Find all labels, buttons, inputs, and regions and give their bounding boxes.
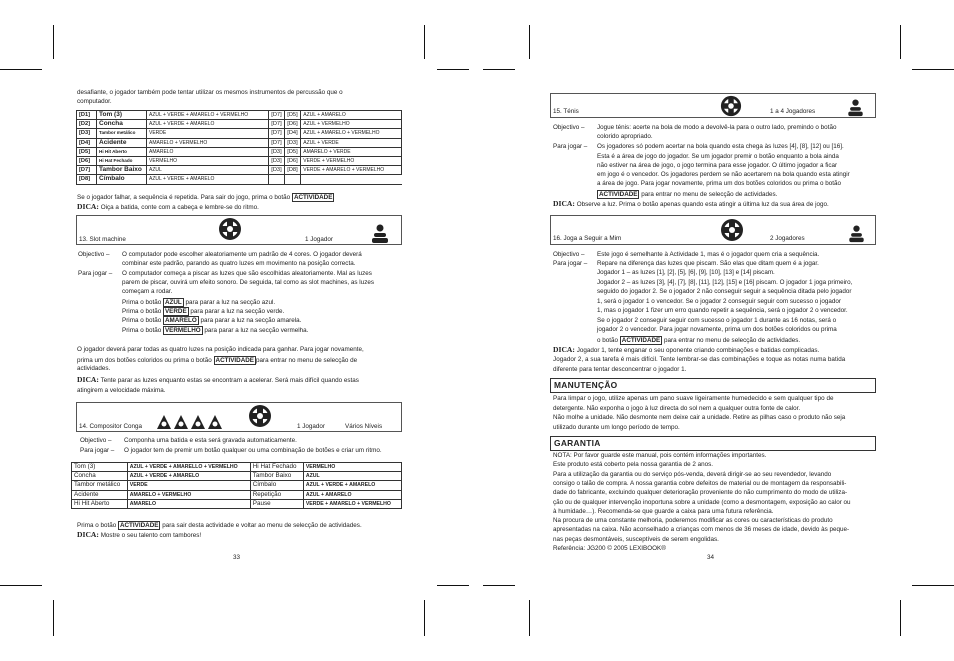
maintenance-text: Para limpar o jogo, utilize apenas um pano suave ligeiramente humedecido e sem qualquer tipo de	[553, 395, 834, 402]
objective-label: Objectivo –	[553, 124, 585, 131]
table-cell: AMARELO	[147, 147, 269, 156]
howto-text: 1, mas o jogador 1 fizer um erro quando repetir a sequência, será o jogador 2 o vencedor.	[597, 307, 848, 314]
table-cell: AZUL + VERDE + AMARELO	[147, 175, 269, 184]
howto-text: seguido do jogador 2. Se o jogador 2 não conseguir seguir a sequência ditada pelo jogador	[597, 288, 852, 295]
warranty-heading: GARANTIA	[550, 436, 876, 451]
table-cell: [D5]	[77, 147, 97, 156]
actividade-button-label: ACTIVIDADE	[599, 191, 638, 198]
howto-text: Jogador 2 – as luzes [3], [4], [7], [8], [11], [12], [15] e [16] piscam. O jogador 1 joga primeiro,	[597, 279, 853, 286]
warranty-line: NOTA: Por favor guarde este manual, pois contém informações importantes.	[553, 452, 767, 459]
table-cell: Concha	[97, 120, 147, 129]
dica-line: DICA: Jogador 1, tente enganar o seu oponente criando combinações e batidas complicadas.	[553, 345, 820, 354]
objective-text: colorido apropriado.	[597, 133, 653, 140]
dica-text: Jogador 2, a sua tarefa é mais difícil. Tente lembrar-se das combinações e toque as notas numa batida	[553, 356, 846, 363]
table-cell: Repetição	[250, 490, 303, 499]
player-count: 2 Jogadores	[770, 235, 805, 242]
table-cell: [D3]	[269, 147, 285, 156]
table-cell: [D5]	[285, 111, 301, 120]
table-cell: [D8]	[77, 175, 97, 184]
howto-text: Esta é a área de jogo do jogador. Se um jogador premir o botão enquanto a bola ainda	[597, 153, 839, 160]
table-cell: [D3]	[269, 166, 285, 175]
table-cell: [D4]	[77, 138, 97, 147]
table-cell: [D3]	[77, 129, 97, 138]
player-count: 1 Jogador	[297, 423, 326, 430]
table-cell: Tambor Baixo	[250, 472, 303, 481]
howto-text: Repare na diferença das luzes que piscam. São elas que ditam quem é a jogar.	[597, 260, 819, 267]
warranty-line: Referência: JG200 © 2005 LEXIBOOK®	[553, 545, 666, 552]
dica-line: DICA: Tente parar as luzes enquanto estas se encontram a acelerar. Será mais difícil quando estas	[77, 375, 359, 384]
game-title: 13. Slot machine	[79, 236, 126, 243]
game-title: 16. Joga a Seguir a Mim	[553, 235, 622, 242]
player-count: 1 a 4 Jogadores	[770, 108, 816, 115]
table-cell: AMARELO + VERMELHO	[147, 138, 269, 147]
table-cell: AZUL + AMARELO	[301, 111, 402, 120]
table-cell: AZUL + VERDE	[301, 138, 402, 147]
table-cell: VERDE	[127, 481, 250, 490]
warranty-line: ção ou de qualquer intervenção inoportuna sobre a unidade (como a desmontagem, exposição ao calor ou	[553, 498, 851, 506]
warranty-line: Para a utilização da garantia ou do serviço pós-venda, deverá dirigir-se ao seu revendedor, levando	[553, 470, 832, 478]
objective-text: Componha uma batida e esta será gravada automaticamente.	[124, 437, 297, 444]
howto-text: jogador 2 o vencedor. Para jogar novamente, prima um dos botões coloridos ou prima	[597, 326, 837, 333]
maintenance-text: Não molhe a unidade. Não desmonte nem deixe cair a unidade. Retire as pilhas caso o produto não seja	[553, 414, 846, 421]
howto-text: Se o jogador 2 conseguir seguir com sucesso o jogador 1 durante as 16 notas, será o	[597, 317, 837, 324]
table-cell: Hi Hit Aberto	[97, 147, 147, 156]
table-cell: Tambor Baixo	[97, 166, 147, 175]
table-cell: AZUL + AMARELO + VERMELHO	[301, 129, 402, 138]
table-cell: AZUL + VERMELHO	[301, 120, 402, 129]
press-line: Prima o botão VERDE para parar a luz na secção verde.	[122, 308, 285, 315]
table-cell: Acidente	[97, 138, 147, 147]
howto-label: Para jogar –	[78, 270, 113, 277]
objective-label: Objectivo –	[553, 251, 585, 258]
table-cell: [D2]	[77, 120, 97, 129]
single-player-icon	[849, 225, 864, 243]
table-cell: AMARELO	[127, 499, 250, 508]
warranty-line: Este produto está coberto pela nossa garantia de 2 anos.	[553, 461, 713, 469]
game-title: 14. Compositor Conga	[79, 423, 143, 430]
player-count: 1 Jogador	[305, 236, 334, 243]
table-cell: AZUL + VERDE + AMARELO	[303, 481, 401, 490]
table-cell: Címbalo	[250, 481, 303, 490]
table-cell: AZUL + VERDE + AMARELO	[127, 472, 250, 481]
table-cell: AZUL + VERDE + AMARELO	[147, 120, 269, 129]
table-cell: VERMELHO	[303, 463, 401, 472]
table-cell: [D5]	[285, 147, 301, 156]
table-cell: [D7]	[269, 129, 285, 138]
table-cell: AZUL + VERDE + AMARELLO + VERMELHO	[127, 463, 250, 472]
howto-label: Para jogar –	[553, 260, 588, 267]
howto-text: 1, será o jogador 1 o vencedor. Se o jogador 2 conseguir seguir com sucesso o jogador	[597, 298, 841, 305]
table-cell: [D7]	[269, 120, 285, 129]
page-number: 33	[233, 554, 241, 561]
howto-text: O computador começa a piscar as luzes que são escolhidas aleatoriamente. Mal as luzes	[122, 270, 372, 277]
table-cell: [D6]	[285, 157, 301, 166]
table-cell: VERDE	[147, 129, 269, 138]
table-cell: Tambor metálico	[72, 481, 128, 490]
warranty-line: apresentadas na caixa. Não aconselhado a crianças com menos de 36 meses de idade, devido às peque-	[553, 526, 850, 534]
objective-label: Objectivo –	[78, 251, 110, 258]
dica-line: DICA: Observe a luz. Prima o botão apenas quando esta atingir a última luz da sua área de jogo.	[553, 199, 829, 208]
table-cell: Hi Hit Aberto	[72, 499, 128, 508]
fail-text: Se o jogador falhar, a sequência é repetida. Para sair do jogo, prima o botão ACTIVIDADE	[77, 194, 333, 201]
exit-text: Prima o botão ACTIVIDADE para sair desta actividade e voltar ao menu de selecção de actividades.	[77, 522, 362, 529]
dica-line: DICA: Oiça a batida, conte com a cabeça e lembre-se do ritmo.	[77, 202, 259, 211]
win-text: O jogador deverá parar todas as quatro luzes na posição indicada para ganhar. Para jogar novamente,	[77, 346, 364, 353]
actividade-button-label: ACTIVIDADE	[119, 522, 159, 529]
actividade-button-label: ACTIVIDADE	[215, 357, 254, 364]
game-16-header	[550, 215, 876, 245]
warranty-line: nas peças desmontáveis, susceptíveis de serem engolidas.	[553, 535, 719, 543]
table-cell: VERDE + AMARELO + VERMELHO	[303, 499, 401, 508]
howto-text: não estiver na área de jogo, o jogo termina para esse jogador. O último jogador a ficar	[597, 162, 838, 169]
table-cell: AZUL	[147, 166, 269, 175]
win-text: actividades.	[77, 365, 111, 372]
table-cell: AMARELO + VERMELHO	[127, 490, 250, 499]
table-cell: [D6]	[285, 120, 301, 129]
objective-text: Este jogo é semelhante à Actividade 1, mas é o jogador quem cria a sequência.	[597, 251, 820, 258]
maintenance-text: detergente. Não exponha o jogo à luz directa do sol nem a qualquer outra fonte de calor.	[553, 405, 801, 412]
table-cell: AZUL + AMARELO	[303, 490, 401, 499]
intro-line: computador.	[77, 98, 112, 105]
dica-text: diferente para tentar desconcentrar o jogador 1.	[553, 366, 687, 373]
objective-text: Jogue ténis: acerte na bola de modo a devolvê-la para o outro lado, premindo o botão	[597, 124, 837, 131]
dica-text: atingirem a velocidade máxima.	[77, 387, 166, 394]
table-cell: Tom (3)	[72, 463, 128, 472]
table-cell: [D7]	[77, 166, 97, 175]
howto-text: parem de piscar, ouvirá um efeito sonoro. De seguida, tal como as slot machines, as luzes	[122, 279, 375, 286]
table-cell: AZUL + VERDE + AMARELO + VERMELHO	[147, 111, 269, 120]
azul-button-label: AZUL	[164, 299, 182, 306]
howto-text: O jogador tem de premir um botão qualquer ou uma combinação de botões e criar um ritmo.	[124, 447, 382, 454]
howto-text: começam a rodar.	[122, 288, 173, 295]
warranty-line: Na procura de uma constante melhoria, poderemos modificar as cores ou características do produto	[553, 517, 833, 525]
press-line: Prima o botão AMARELO para parar a luz na secção amarela.	[122, 317, 302, 324]
win-text: prima um dos botões coloridos ou prima o botão ACTIVIDADE para entrar no menu de selecção de	[77, 357, 358, 364]
table-cell: Tom (3)	[97, 111, 147, 120]
table-cell: Acidente	[72, 490, 128, 499]
warranty-line: consigo o talão de compra. A nossa garantia cobre defeitos de material ou de montagem da responsabili-	[553, 479, 847, 487]
table-cell: [D1]	[77, 111, 97, 120]
maintenance-text: utilizado durante um longo período de tempo.	[553, 424, 680, 431]
actividade-button-label: ACTIVIDADE	[621, 337, 661, 344]
warranty-line: à humidade…). Recomenda-se que guarde a caixa para uma futura referência.	[553, 507, 774, 515]
howto-text: a área de jogo. Para jogar novamente, prima um dos botões coloridos ou prima o botão	[597, 180, 841, 187]
table-cell: VERMELHO	[147, 157, 269, 166]
actividade-button-label: ACTIVIDADE	[293, 194, 333, 201]
press-line: Prima o botão AZUL para parar a luz na secção azul.	[122, 299, 276, 306]
objective-text: combinar este padrão, parando as quatro luzes em movimento na posição correcta.	[122, 260, 356, 267]
table-cell: [D6]	[77, 157, 97, 166]
table-cell: Hi Hat Fechado	[97, 157, 147, 166]
press-line: Prima o botão VERMELHO para parar a luz na secção vermelha.	[122, 327, 309, 334]
game-title: 15. Ténis	[553, 108, 579, 115]
vermelho-button-label: VERMELHO	[164, 327, 201, 334]
howto-text: ACTIVIDADE para entrar no menu de selecção de actividades.	[599, 191, 778, 198]
single-player-icon	[848, 99, 863, 117]
table-cell: Pause	[250, 499, 303, 508]
page-number: 34	[707, 554, 715, 561]
howto-text: em jogo é o vencedor. Os jogadores perdem se não acertarem na bola quando esta atingir	[597, 171, 850, 178]
table-cell: VERDE + AMARELO + VERMELHO	[301, 166, 402, 175]
game-15-header	[550, 93, 876, 118]
level-count: Vários Níveis	[345, 423, 383, 430]
table-cell: Tambor metálico	[97, 129, 147, 138]
table-cell: [D7]	[269, 111, 285, 120]
table-cell: [D3]	[269, 157, 285, 166]
verde-button-label: VERDE	[164, 308, 187, 315]
howto-text: o botão ACTIVIDADE para entrar no menu de selecção de actividades.	[597, 337, 801, 344]
intro-line: desafiante, o jogador também pode tentar utilizar os mesmos instrumentos de percussão que o	[77, 89, 343, 96]
table-cell: AMARELO + VERDE	[301, 147, 402, 156]
gamepad-icon	[720, 218, 744, 242]
howto-text: Jogador 1 – as luzes [1], [2], [5], [6], [9], [10], [13] e [14] piscam.	[597, 269, 775, 276]
objective-label: Objectivo –	[80, 437, 112, 444]
table-cell: [D4]	[285, 129, 301, 138]
table-cell: Hi Hat Fechado	[250, 463, 303, 472]
table-cell: Címbalo	[97, 175, 147, 184]
dica-line: DICA: Mostre o seu talento com tambores!	[77, 530, 202, 539]
gamepad-icon	[720, 95, 742, 117]
table-cell: AZUL	[303, 472, 401, 481]
warranty-line: dade do fabricante, excluindo qualquer deterioração proveniente do não cumprimento do modo de utiliza-	[553, 489, 848, 497]
howto-text: Os jogadores só podem acertar na bola quando esta chega às luzes [4], [8], [12] ou [16].	[597, 143, 844, 150]
objective-text: O computador pode escolher aleatoriamente um padrão de 4 cores. O jogador deverá	[122, 251, 362, 258]
table-cell: [D3]	[285, 138, 301, 147]
howto-label: Para jogar –	[553, 143, 588, 150]
table-cell: Concha	[72, 472, 128, 481]
table-cell: VERDE + VERMELHO	[301, 157, 402, 166]
amarelo-button-label: AMARELO	[164, 317, 197, 324]
table-cell: [D8]	[285, 166, 301, 175]
howto-label: Para jogar –	[80, 447, 115, 454]
table-cell: [D7]	[269, 138, 285, 147]
maintenance-heading: MANUTENÇÃO	[550, 378, 876, 393]
